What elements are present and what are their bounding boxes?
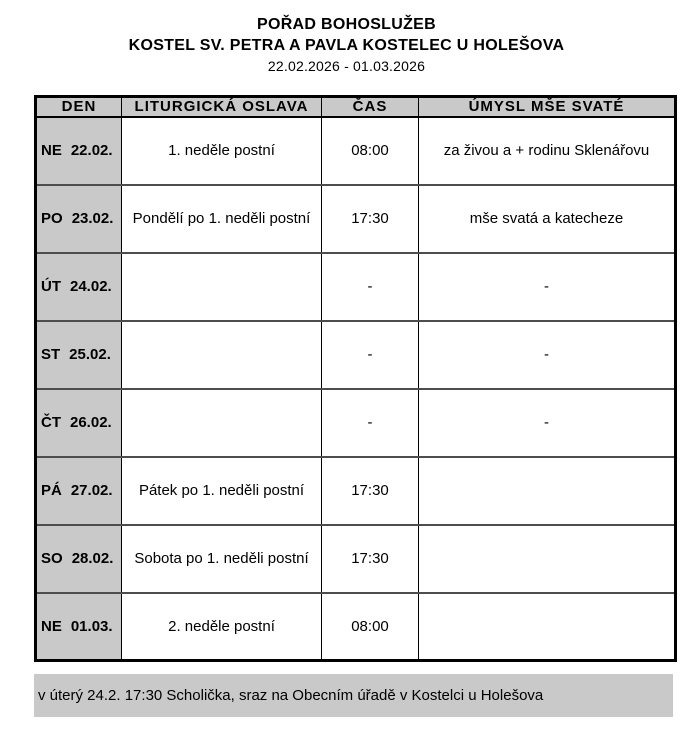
time-cell: -: [322, 253, 419, 321]
celebration-cell: Pondělí po 1. neděli postní: [122, 185, 322, 253]
time-cell: -: [322, 321, 419, 389]
celebration-cell: 1. neděle postní: [122, 117, 322, 185]
day-abbreviation: ČT: [41, 414, 61, 431]
day-cell: [36, 593, 122, 661]
col-header-time: ČAS: [322, 97, 419, 117]
celebration-cell: Sobota po 1. neděli postní: [122, 525, 322, 593]
schedule-row: [36, 389, 676, 457]
schedule-row: [36, 321, 676, 389]
day-abbreviation: NE: [41, 617, 62, 635]
time-cell: 17:30: [322, 525, 419, 593]
schedule-row: [36, 117, 676, 185]
day-cell: [36, 117, 122, 185]
day-date: 01.03.: [70, 617, 113, 635]
day-date: 23.02.: [71, 210, 114, 227]
intention-cell: -: [419, 389, 676, 457]
day-date: 28.02.: [71, 550, 114, 567]
day-abbreviation: NE: [41, 142, 62, 159]
col-header-intention: ÚMYSL MŠE SVATÉ: [419, 97, 676, 117]
page-title: POŘAD BOHOSLUŽEB: [256, 16, 437, 33]
day-cell: [36, 457, 122, 525]
day-abbreviation: PO: [41, 210, 63, 227]
day-date: 26.02.: [70, 414, 112, 431]
schedule-row: [36, 593, 676, 661]
schedule-row: [36, 525, 676, 593]
date-range: 22.02.2026 - 01.03.2026: [267, 58, 426, 74]
day-abbreviation: PÁ: [41, 482, 62, 499]
intention-cell: [419, 593, 676, 661]
celebration-cell: Pátek po 1. neděli postní: [122, 457, 322, 525]
celebration-cell: 2. neděle postní: [122, 593, 322, 661]
celebration-cell: [122, 389, 322, 457]
table-header: [36, 97, 676, 117]
intention-cell: [419, 457, 676, 525]
table-body: [36, 117, 676, 661]
col-header-celebration: LITURGICKÁ OSLAVA: [122, 97, 322, 117]
title-block: [0, 14, 693, 76]
footer-note-text: v úterý 24.2. 17:30 Scholička, sraz na Obecním úřadě v Kostelci u Holešova: [38, 687, 544, 704]
day-date: 25.02.: [69, 346, 111, 363]
intention-cell: [419, 525, 676, 593]
schedule-row: [36, 457, 676, 525]
intention-cell: -: [419, 321, 676, 389]
time-cell: 17:30: [322, 185, 419, 253]
day-cell: [36, 321, 122, 389]
header-row: [36, 97, 676, 117]
day-abbreviation: SO: [41, 550, 63, 567]
day-cell: [36, 389, 122, 457]
col-header-day: DEN: [36, 97, 122, 117]
intention-cell: -: [419, 253, 676, 321]
day-date: 27.02.: [70, 482, 113, 499]
mass-schedule-table: [34, 95, 677, 662]
time-cell: -: [322, 389, 419, 457]
day-cell: [36, 185, 122, 253]
day-date: 24.02.: [70, 278, 112, 295]
celebration-cell: [122, 321, 322, 389]
time-cell: 17:30: [322, 457, 419, 525]
day-cell: [36, 253, 122, 321]
day-cell: [36, 525, 122, 593]
time-cell: 08:00: [322, 117, 419, 185]
day-date: 22.02.: [70, 142, 113, 159]
time-cell: 08:00: [322, 593, 419, 661]
day-abbreviation: ÚT: [41, 278, 61, 295]
celebration-cell: [122, 253, 322, 321]
page-subtitle: KOSTEL SV. PETRA A PAVLA KOSTELEC U HOLEŠOVA: [128, 37, 565, 54]
intention-cell: mše svatá a katecheze: [419, 185, 676, 253]
day-abbreviation: ST: [41, 346, 61, 363]
intention-cell: za živou a + rodinu Sklenářovu: [419, 117, 676, 185]
schedule-row: [36, 185, 676, 253]
footer-note-bar: [34, 674, 673, 717]
schedule-row: [36, 253, 676, 321]
